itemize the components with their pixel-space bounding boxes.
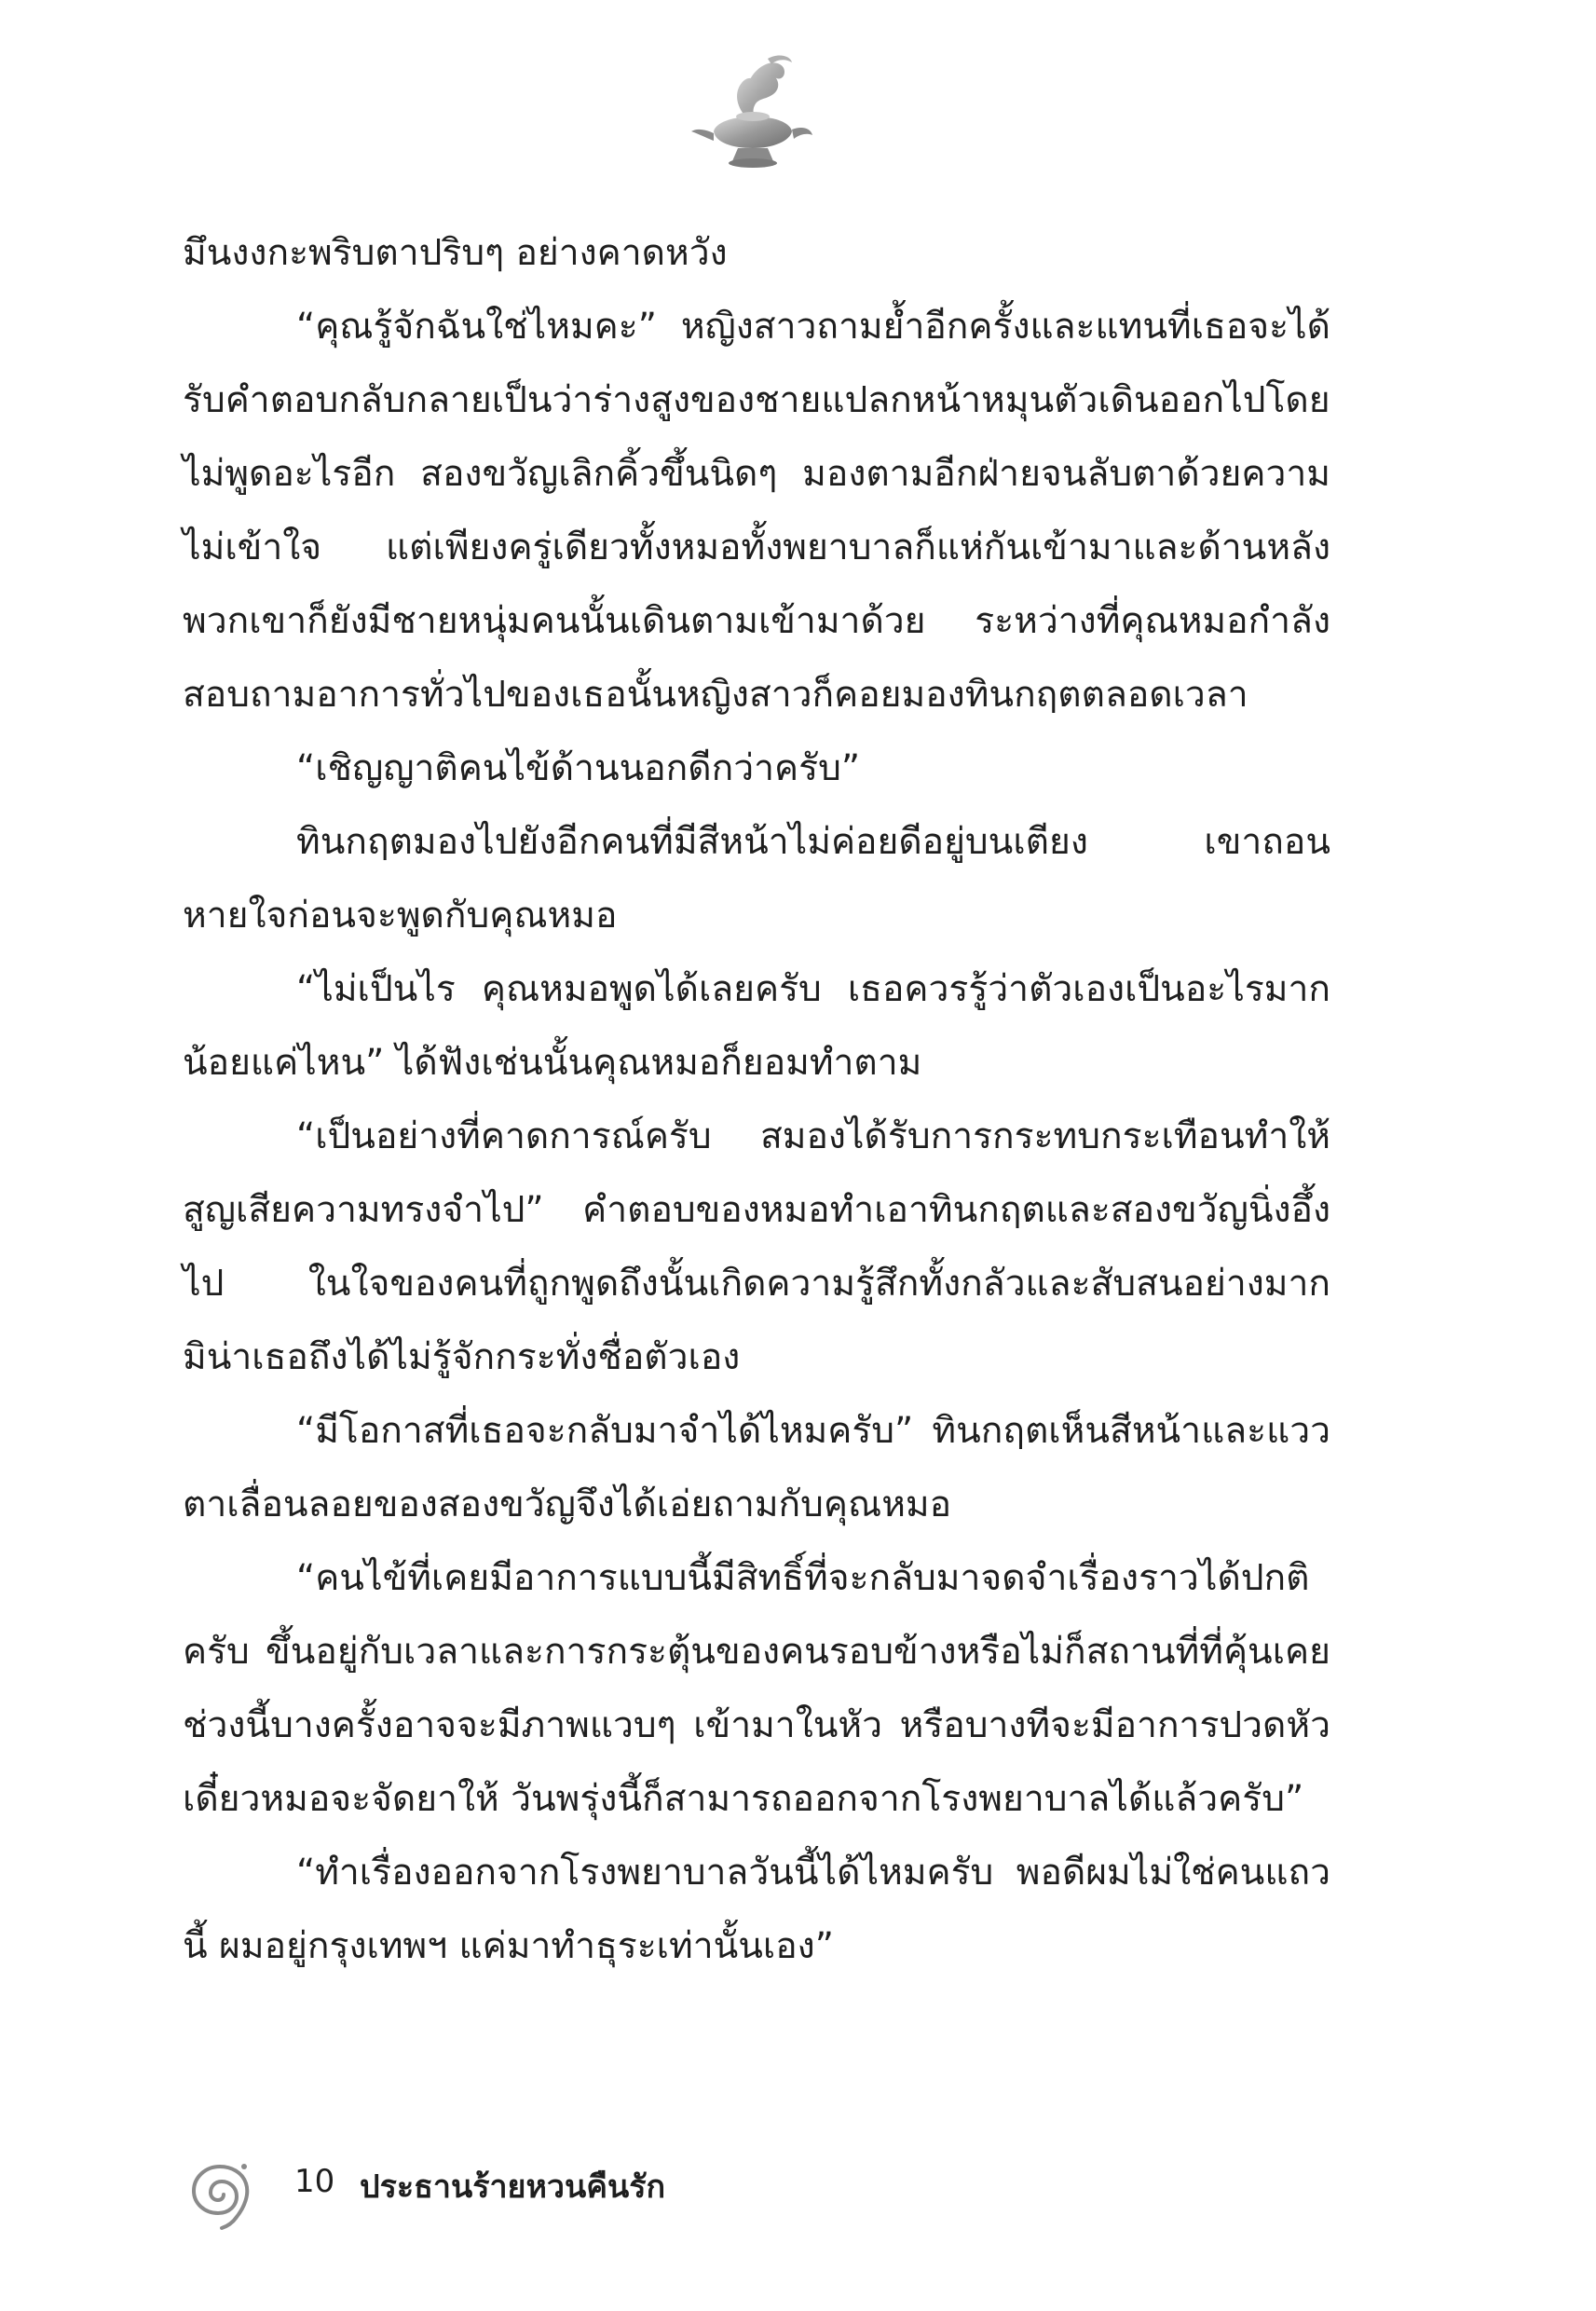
page-number: 10 (294, 2163, 335, 2200)
paragraph: “ไม่เป็นไร คุณหมอพูดได้เลยครับ เธอควรรู้ว่าตัวเองเป็นอะไรมากน้อยแค่ไหน” ได้ฟังเช่นนั้นคุณหมอก็ยอมทำตาม (183, 968, 1330, 1084)
paragraph: “เป็นอย่างที่คาดการณ์ครับ สมองได้รับการกระทบกระเทือนทำให้สูญเสียความทรงจำไป” คำตอบของหมอทำเอาทินกฤตและสองขวัญนิ่งอึ้งไป ในใจของคนที่ถูกพูดถึงนั้นเกิดความรู้สึกทั้งกลัวและสับสนอย่างมาก มิน่าเธอถึงได้ไม่รู้จักกระทั่งชื่อตัวเอง (183, 1115, 1330, 1378)
page-footer (183, 2139, 1021, 2232)
paragraph: “เชิญญาติคนไข้ด้านนอกดีกว่าครับ” (296, 747, 861, 789)
paragraph: “มีโอกาสที่เธอจะกลับมาจำได้ไหมครับ” ทินกฤตเห็นสีหน้าและแววตาเลื่อนลอยของสองขวัญจึงได้เอ่ยถามกับคุณหมอ (183, 1410, 1330, 1525)
book-title: ประธานร้ายหวนคืนรัก (360, 2168, 666, 2206)
paragraph: ทินกฤตมองไปยังอีกคนที่มีสีหน้าไม่ค่อยดีอยู่บนเตียง เขาถอนหายใจก่อนจะพูดกับคุณหมอ (183, 821, 1330, 937)
paragraph: “คุณรู้จักฉันใช่ไหมคะ” หญิงสาวถามย้ำอีกครั้งและแทนที่เธอจะได้รับคำตอบกลับกลายเป็นว่าร่างสูงของชายแปลกหน้าหมุนตัวเดินออกไปโดยไม่พูดอะไรอีก สองขวัญเลิกคิ้วขึ้นนิดๆ มองตามอีกฝ่ายจนลับตาด้วยความไม่เข้าใจ แต่เพียงครู่เดียวทั้งหมอทั้งพยาบาลก็แห่กันเข้ามาและด้านหลังพวกเขาก็ยังมีชายหนุ่มคนนั้นเดินตามเข้ามาด้วย ระหว่างที่คุณหมอกำลังสอบถามอาการทั่วไปของเธอนั้นหญิงสาวก็คอยมองทินกฤตตลอดเวลา (183, 306, 1330, 716)
swirl-icon (183, 2139, 257, 2232)
paragraph: มึนงงกะพริบตาปริบๆ อย่างคาดหวัง (183, 232, 728, 274)
genie-lamp-icon (688, 51, 818, 172)
paragraph: “คนไข้ที่เคยมีอาการแบบนี้มีสิทธิ์ที่จะกลับมาจดจำเรื่องราวได้ปกติครับ ขึ้นอยู่กับเวลาและการกระตุ้นของคนรอบข้างหรือไม่ก็สถานที่ที่คุ้นเคย ช่วงนี้บางครั้งอาจจะมีภาพแวบๆ เข้ามาในหัว หรือบางทีจะมีอาการปวดหัว เดี๋ยวหมอจะจัดยาให้ วันพรุ่งนี้ก็สามารถออกจากโรงพยาบาลได้แล้วครับ” (183, 1557, 1330, 1820)
story-text (183, 216, 1330, 1983)
paragraph: “ทำเรื่องออกจากโรงพยาบาลวันนี้ได้ไหมครับ พอดีผมไม่ใช่คนแถวนี้ ผมอยู่กรุงเทพฯ แค่มาทำธุระเท่านั้นเอง” (183, 1852, 1330, 1967)
